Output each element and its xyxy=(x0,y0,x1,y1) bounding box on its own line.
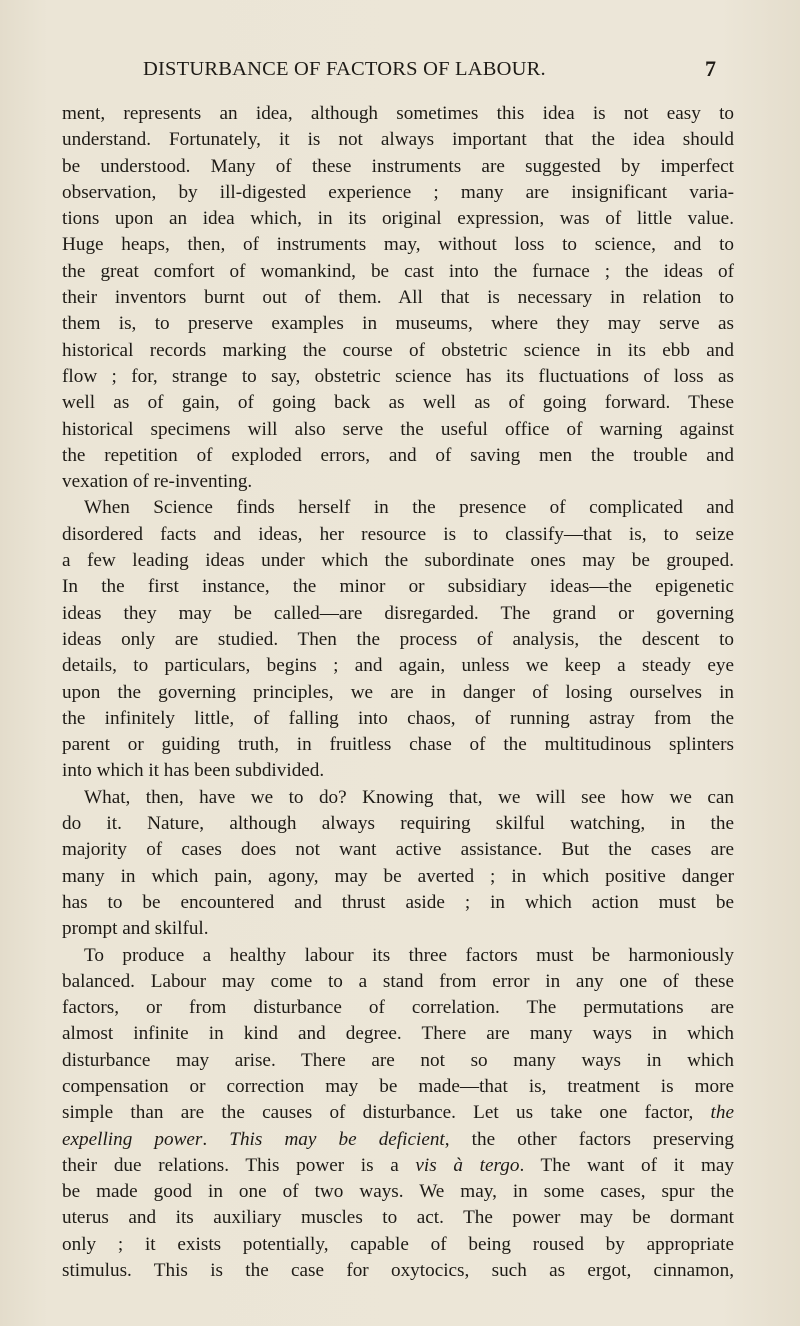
text-line: only ; it exists potentially, capable of being roused by appropriate xyxy=(62,1233,734,1255)
running-head: DISTURBANCE OF FACTORS OF LABOUR. xyxy=(143,58,546,80)
text-line: vexation of re-inventing. xyxy=(62,471,253,493)
text-line: prompt and skilful. xyxy=(62,918,209,940)
text-line: observation, by ill-digested experience ; many are insignificant varia- xyxy=(62,181,734,203)
text-line: uterus and its auxiliary muscles to act. The power may be dormant xyxy=(62,1207,734,1229)
text-line: the infinitely little, of falling into chaos, of running astray from the xyxy=(62,707,734,729)
text-line: many in which pain, agony, may be averted ; in which positive danger xyxy=(62,865,734,887)
text-line: has to be encountered and thrust aside ; in which action must be xyxy=(62,891,734,913)
text-line: tions upon an idea which, in its original expression, was of little value. xyxy=(62,208,734,230)
italic-text: the xyxy=(710,1102,734,1124)
text-line: factors, or from disturbance of correlation. The permutations are xyxy=(62,997,734,1019)
text-line: historical specimens will also serve the useful office of warning against xyxy=(62,418,734,440)
text-line: What, then, have we to do? Knowing that, we will see how we can xyxy=(84,786,734,808)
text-line: disturbance may arise. There are not so many ways in which xyxy=(62,1049,734,1071)
text-line xyxy=(62,1153,734,1179)
text-line: In the first instance, the minor or subsidiary ideas—the epigenetic xyxy=(62,576,734,598)
text-line: the repetition of exploded errors, and of saving men the trouble and xyxy=(62,444,734,466)
text-line: well as of gain, of going back as well as of going forward. These xyxy=(62,392,734,414)
text-line: be made good in one of two ways. We may, in some cases, spur the xyxy=(62,1181,734,1203)
text-line: be understood. Many of these instruments are suggested by imperfect xyxy=(62,155,734,177)
page-number: 7 xyxy=(705,56,716,81)
text-line: balanced. Labour may come to a stand from error in any one of these xyxy=(62,970,734,992)
text-line: flow ; for, strange to say, obstetric science has its fluctuations of loss as xyxy=(62,365,734,387)
text-run: their due relations. This power is a xyxy=(62,1154,416,1176)
text-line: ideas only are studied. Then the process of analysis, the descent to xyxy=(62,628,734,650)
italic-text: expelling power xyxy=(62,1128,203,1150)
italic-text: vis à tergo xyxy=(415,1154,520,1176)
text-line: stimulus. This is the case for oxytocics, such as ergot, cinnamon, xyxy=(62,1260,734,1282)
text-line: understand. Fortunately, it is not always important that the idea should xyxy=(62,129,734,151)
text-line: compensation or correction may be made—that is, treatment is more xyxy=(62,1075,734,1097)
text-line: upon the governing principles, we are in danger of losing ourselves in xyxy=(62,681,734,703)
text-line: parent or guiding truth, in fruitless chase of the multitudinous splinters xyxy=(62,734,734,756)
text-line: Huge heaps, then, of instruments may, without loss to science, and to xyxy=(62,234,734,256)
text-line xyxy=(62,1100,734,1126)
text-line: a few leading ideas under which the subordinate ones may be grouped. xyxy=(62,550,734,572)
text-line: the great comfort of womankind, be cast into the furnace ; the ideas of xyxy=(62,260,734,282)
text-line: majority of cases does not want active assistance. But the cases are xyxy=(62,839,734,861)
text-line: their inventors burnt out of them. All that is necessary in relation to xyxy=(62,287,734,309)
text-line: details, to particulars, begins ; and again, unless we keep a steady eye xyxy=(62,655,734,677)
text-line: into which it has been subdivided. xyxy=(62,760,325,782)
text-line: almost infinite in kind and degree. There are many ways in which xyxy=(62,1023,734,1045)
text-run: . The want of it may xyxy=(519,1154,735,1176)
text-line: ideas they may be called—are disregarded. The grand or governing xyxy=(62,602,734,624)
text-line: do it. Nature, although always requiring skilful watching, in the xyxy=(62,813,734,835)
text-run: , the other factors preserving xyxy=(444,1128,734,1150)
text-line: historical records marking the course of obstetric science in its ebb and xyxy=(62,339,734,361)
text-run: . xyxy=(202,1128,230,1150)
text-line: them is, to preserve examples in museums, where they may serve as xyxy=(62,313,734,335)
text-line: To produce a healthy labour its three factors must be harmoniously xyxy=(84,944,734,966)
text-line: ment, represents an idea, although sometimes this idea is not easy to xyxy=(62,103,734,124)
italic-text: This may be deficient xyxy=(229,1128,445,1150)
text-line xyxy=(62,1127,734,1153)
body-text xyxy=(62,101,734,1284)
text-line: disordered facts and ideas, her resource is to classify—that is, to seize xyxy=(62,523,734,545)
text-line: When Science finds herself in the presence of complicated and xyxy=(84,497,734,519)
text-run: simple than are the causes of disturbance. Let us take one factor, xyxy=(62,1102,711,1124)
